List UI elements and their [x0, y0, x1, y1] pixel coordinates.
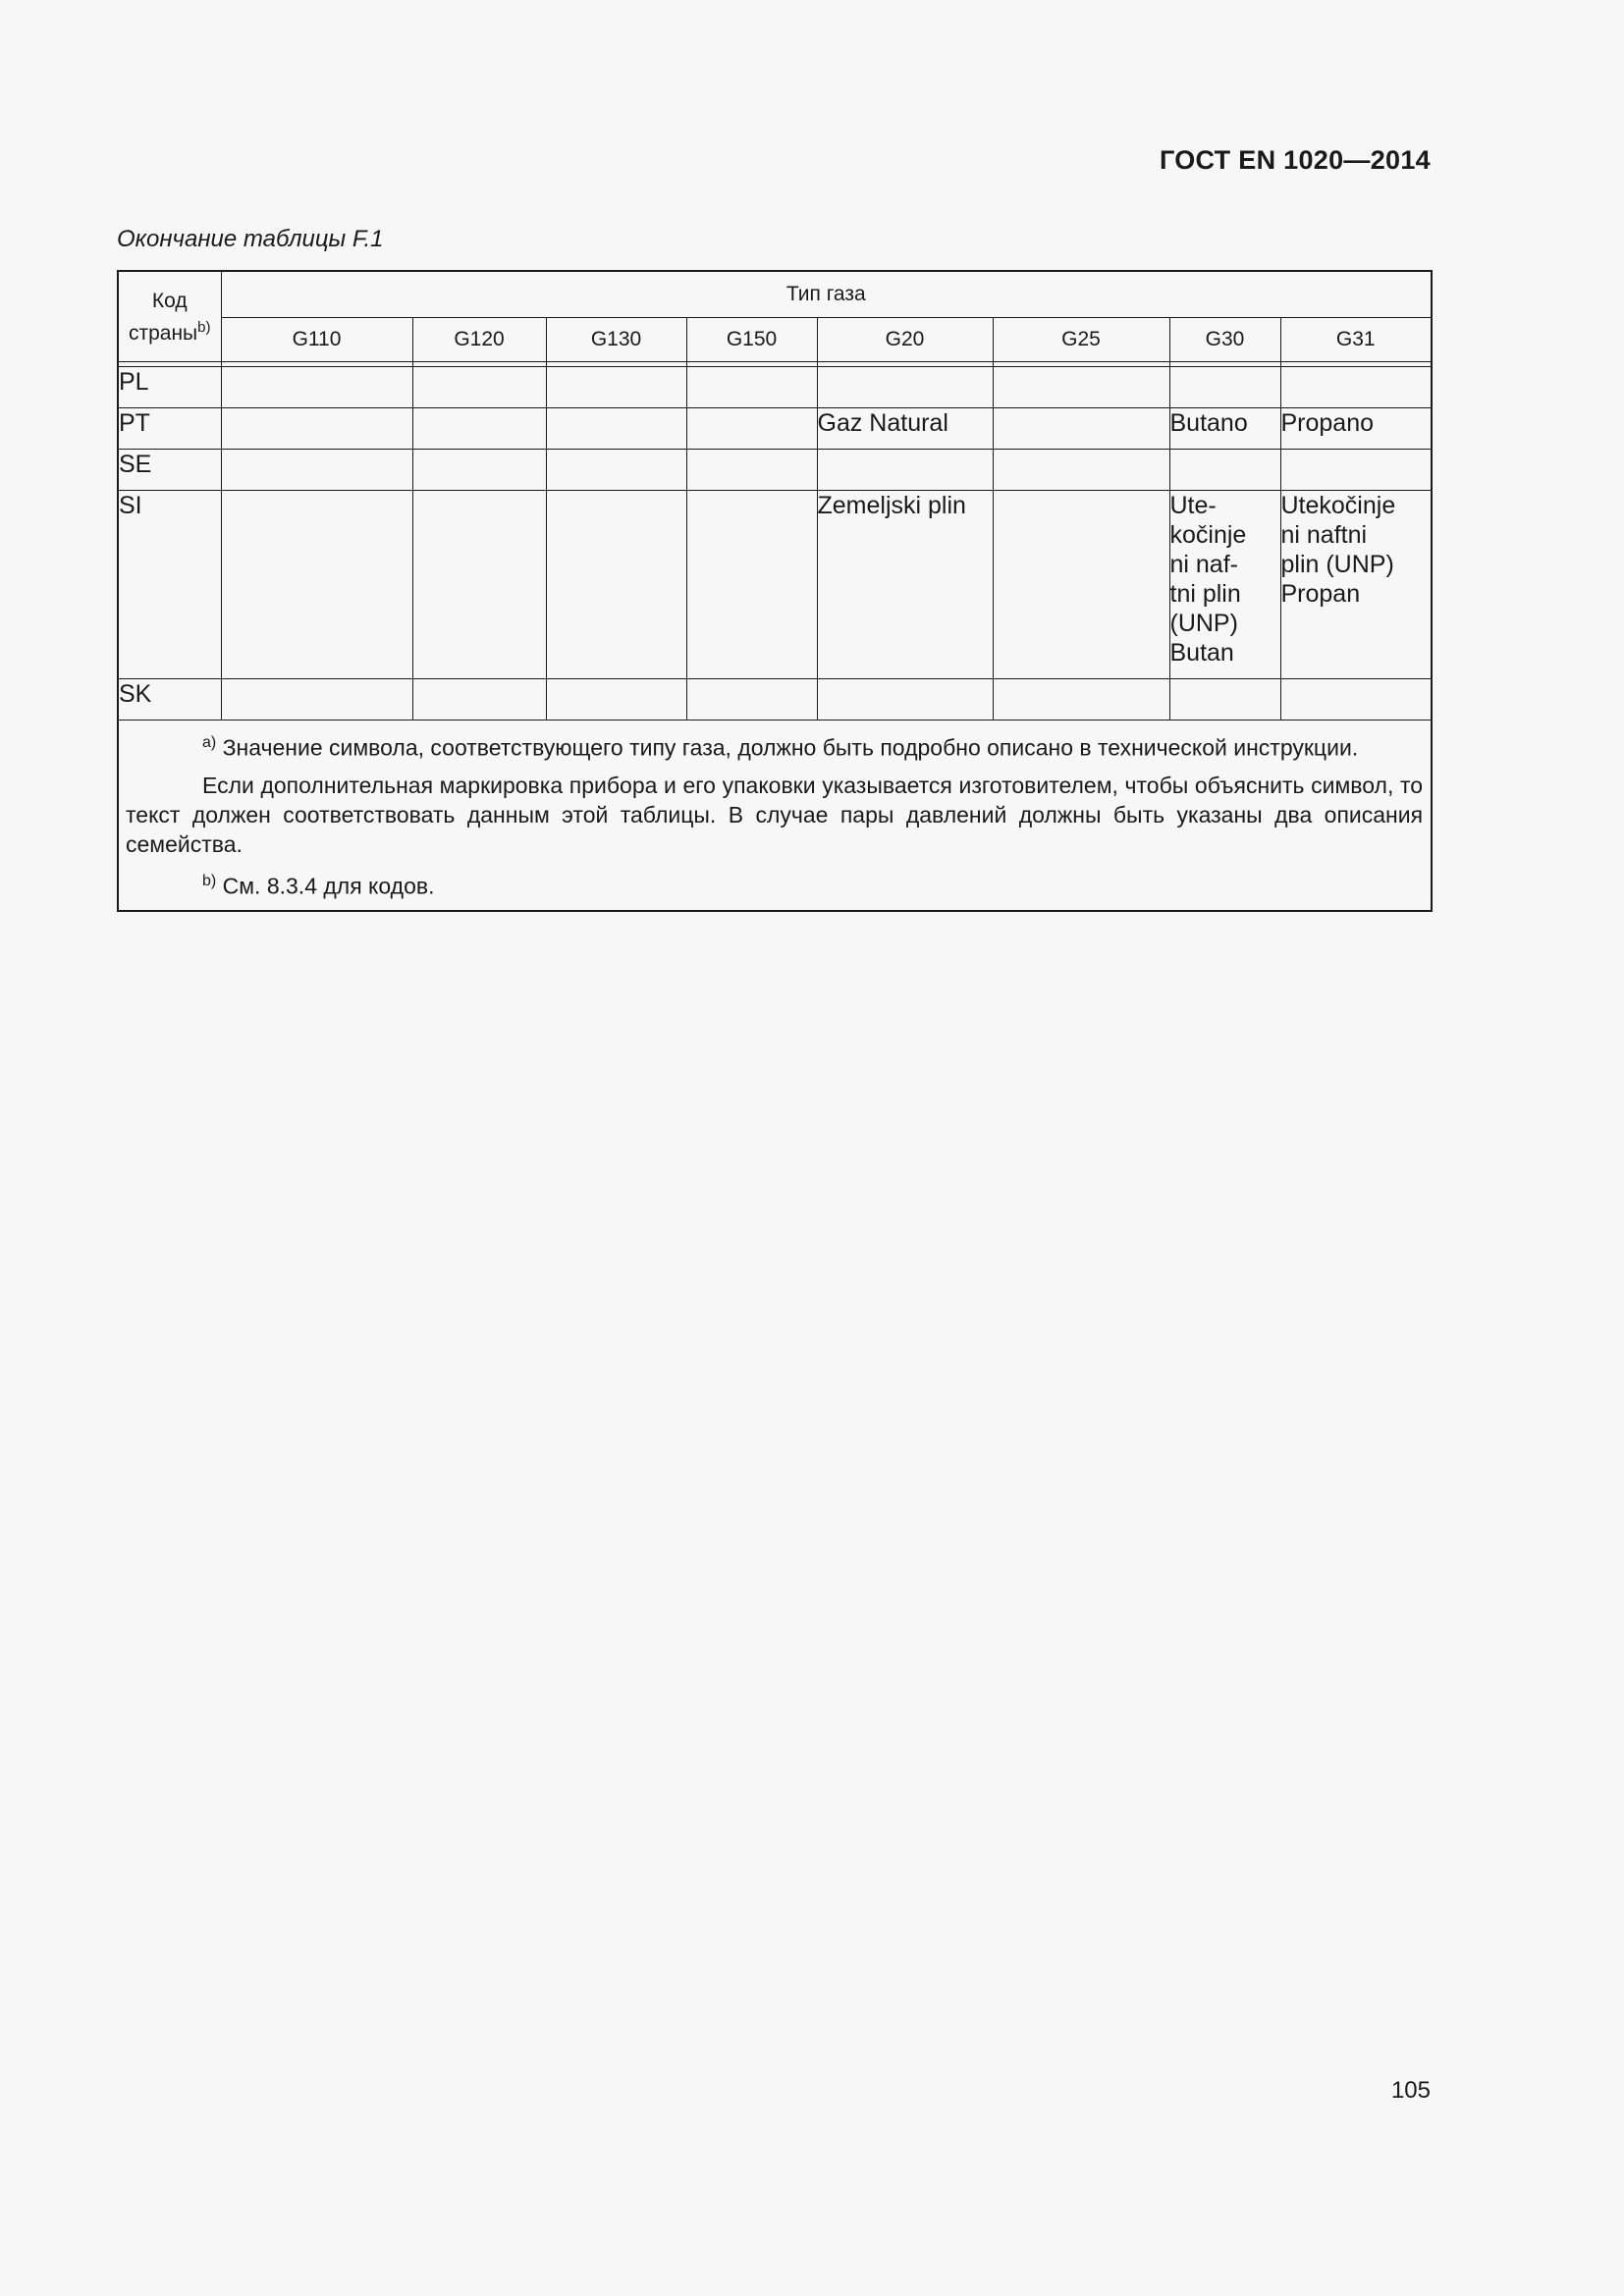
table-cell: [1280, 450, 1432, 491]
table-cell: [546, 367, 686, 408]
column-header-g30: G30: [1169, 318, 1280, 362]
table-cell: [1280, 679, 1432, 721]
table-cell: [221, 491, 412, 679]
table-row: [118, 491, 1432, 679]
table-cell: [993, 679, 1169, 721]
table-cell: [686, 679, 817, 721]
column-header-g130: G130: [546, 318, 686, 362]
table-notes: [118, 721, 1432, 912]
table-cell: [686, 491, 817, 679]
footnote-b-note-marker: b): [202, 872, 217, 889]
table-cell: Gaz Natural: [817, 408, 993, 450]
table-cell: [817, 450, 993, 491]
footnote-a: [126, 728, 1423, 763]
table-cell: [993, 367, 1169, 408]
table-cell: [686, 408, 817, 450]
table-cell: [993, 450, 1169, 491]
table-cell: [1169, 367, 1280, 408]
table-cell: [546, 491, 686, 679]
table-cell: [412, 408, 546, 450]
column-header-g31: G31: [1280, 318, 1432, 362]
table-cell: [221, 367, 412, 408]
table-cell: [221, 679, 412, 721]
country-code-cell: SK: [118, 679, 221, 721]
table-caption: Окончание таблицы F.1: [117, 226, 384, 252]
table-cell: [1280, 367, 1432, 408]
table-row: [118, 408, 1432, 450]
country-code-header-label: Код страны: [128, 289, 198, 345]
table-cell: [412, 450, 546, 491]
footnote-a-marker: a): [202, 734, 217, 751]
table-cell: [221, 450, 412, 491]
table-cell: [546, 679, 686, 721]
page-number: 105: [1390, 2077, 1431, 2104]
table-cell: [817, 367, 993, 408]
footnote-b: [126, 867, 1423, 901]
footnote-a-continued: Если дополнительная маркировка прибора и его упаковки указывается изготовителем, чтобы объяснить символ, то текст должен соответствовать данным этой таблицы. В случае пары давлений должны быть указаны два описания семейства.: [126, 772, 1424, 857]
table-cell: [412, 491, 546, 679]
table-cell: [993, 491, 1169, 679]
footnote-a-text: Значение символа, соответствующего типу газа, должно быть подробно описано в технической инструкции.: [222, 734, 1359, 761]
column-header-g20: G20: [817, 318, 993, 362]
table-cell: Propano: [1280, 408, 1432, 450]
footnote-b-marker: b): [197, 318, 211, 336]
country-code-cell: SE: [118, 450, 221, 491]
table-cell: [412, 679, 546, 721]
country-code-cell: SI: [118, 491, 221, 679]
document-standard-id: ГОСТ EN 1020—2014: [1159, 145, 1431, 175]
table-cell: [686, 367, 817, 408]
table-cell: [1169, 450, 1280, 491]
gas-type-header: Тип газа: [221, 271, 1432, 318]
table-notes-row: [118, 721, 1432, 912]
table-cell: Zemeljski plin: [817, 491, 993, 679]
country-code-cell: PL: [118, 367, 221, 408]
table-cell: [546, 408, 686, 450]
column-header-g150: G150: [686, 318, 817, 362]
column-header-g25: G25: [993, 318, 1169, 362]
table-row: [118, 679, 1432, 721]
country-code-header: [118, 271, 221, 362]
footnote-b-text: См. 8.3.4 для кодов.: [222, 873, 435, 899]
column-header-g120: G120: [412, 318, 546, 362]
table-cell: [221, 408, 412, 450]
table-cell: [412, 367, 546, 408]
table-cell: Butano: [1169, 408, 1280, 450]
table-cell: [546, 450, 686, 491]
table-cell: [993, 408, 1169, 450]
table-row: [118, 367, 1432, 408]
table-row: [118, 450, 1432, 491]
column-header-g110: G110: [221, 318, 412, 362]
table-cell: Ute- kočinje ni naf- tni plin (UNP) Butan: [1169, 491, 1280, 679]
table-cell: Utekočinje ni naftni plin (UNP) Propan: [1280, 491, 1432, 679]
table-cell: [686, 450, 817, 491]
table-cell: [817, 679, 993, 721]
gas-type-table: [117, 270, 1433, 912]
table-cell: [1169, 679, 1280, 721]
country-code-cell: PT: [118, 408, 221, 450]
